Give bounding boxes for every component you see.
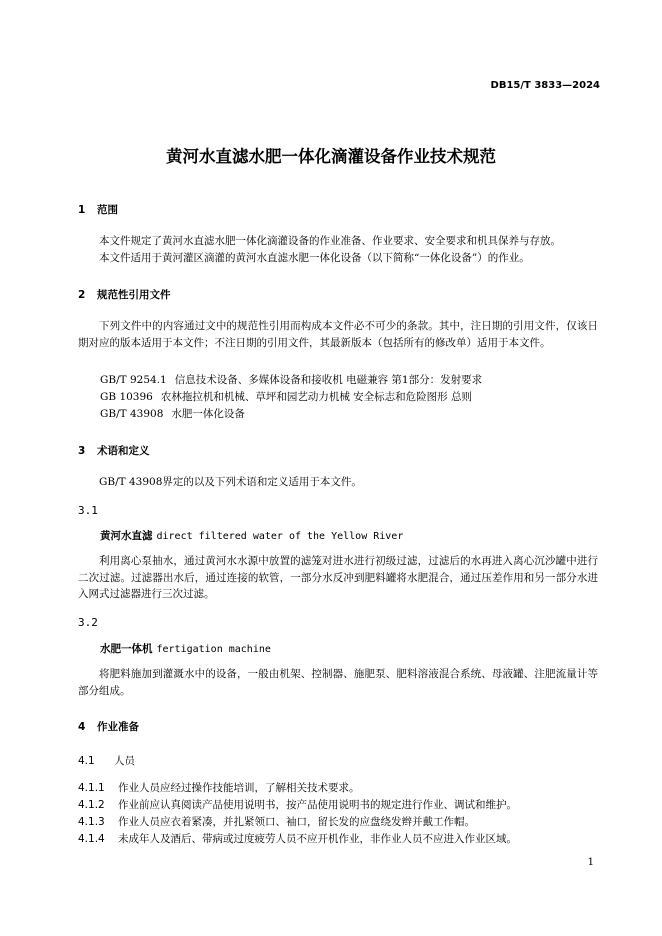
clause-text: 作业人员应衣着紧凑，并扎紧领口、袖口，留长发的应盘绕发辫并戴工作帽。: [118, 816, 475, 828]
clause: [78, 780, 360, 795]
subsection-title: 人员: [114, 755, 135, 767]
reference-code: GB/T 43908: [100, 408, 164, 420]
reference-code: GB/T 9254.1: [100, 374, 167, 386]
clause-number: 4.1.1: [78, 782, 105, 794]
paragraph: 下列文件中的内容通过文中的规范性引用而构成本文件必不可少的条款。其中，注日期的引用文件，仅该日期对应的版本适用于本文件；不注日期的引用文件，其最新版本（包括所有的修改单）适用于本文件。: [78, 320, 598, 349]
clause-number: 4.1.3: [78, 816, 105, 828]
term-chinese: 黄河水直滤: [100, 530, 153, 542]
clause-text: 未成年人及酒后、带病或过度疲劳人员不应开机作业，非作业人员不应进入作业区域。: [118, 833, 517, 845]
page-title: 黄河水直滤水肥一体化滴灌设备作业技术规范: [166, 147, 496, 166]
reference-item: [100, 406, 245, 421]
clause: [78, 814, 475, 829]
clause-text: 作业人员应经过操作技能培训，了解相关技术要求。: [118, 782, 360, 794]
page-number: 1: [587, 857, 594, 868]
clause: [78, 797, 517, 812]
term-english: fertigation machine: [156, 644, 271, 655]
reference-item: [100, 389, 472, 404]
clause-number: 4.1.2: [78, 799, 105, 811]
paragraph: 本文件规定了黄河水直滤水肥一体化滴灌设备的作业准备、作业要求、安全要求和机具保养与存放。: [99, 235, 561, 247]
term-number: 3.2: [78, 616, 98, 629]
reference-code: GB 10396: [100, 391, 153, 403]
subsection-number: 4.1: [78, 755, 95, 767]
reference-title: 信息技术设备、多媒体设备和接收机 电磁兼容 第1部分：发射要求: [174, 374, 483, 386]
section-number: 3: [78, 445, 86, 457]
reference-title: 农林拖拉机和机械、草坪和园艺动力机械 安全标志和危险图形 总则: [160, 391, 473, 403]
reference-item: [100, 372, 482, 387]
term-definition: 将肥料施加到灌溉水中的设备，一般由机架、控制器、施肥泵、肥料溶液混合系统、母液罐、注肥流量计等部分组成。: [78, 668, 598, 697]
section-4-heading: [78, 719, 139, 734]
clause: [78, 831, 517, 846]
reference-title: 水肥一体化设备: [171, 408, 245, 420]
section-title: 范围: [97, 204, 118, 216]
section-title: 规范性引用文件: [97, 289, 171, 301]
doc-code: DB15/T 3833—2024: [490, 80, 600, 91]
section-number: 2: [78, 289, 86, 301]
section-1-heading: [78, 202, 118, 217]
section-number: 4: [78, 721, 86, 733]
term-entry: [100, 528, 403, 543]
section-title: 作业准备: [97, 721, 139, 733]
term-english: direct filtered water of the Yellow River: [156, 531, 404, 542]
clause-number: 4.1.4: [78, 833, 105, 845]
term-definition: 利用离心泵抽水，通过黄河水水源中放置的滤笼对进水进行初级过滤，过滤后的水再进入离心沉沙罐中进行二次过滤。过滤器出水后，通过连接的软管，一部分水反冲到肥料罐将水肥混合，通过压差作用和另一部分水进入网式过滤器进行三次过滤。: [78, 555, 598, 600]
section-title: 术语和定义: [97, 445, 150, 457]
term-number: 3.1: [78, 504, 98, 517]
section-2-heading: [78, 287, 171, 302]
paragraph: GB/T 43908界定的以及下列术语和定义适用于本文件。: [99, 476, 362, 488]
subsection-heading: [78, 753, 135, 768]
paragraph: 本文件适用于黄河灌区滴灌的黄河水直滤水肥一体化设备（以下简称“一体化设备”）的作业。: [99, 252, 530, 264]
section-3-heading: [78, 443, 150, 458]
term-chinese: 水肥一体机: [100, 643, 153, 655]
clause-text: 作业前应认真阅读产品使用说明书，按产品使用说明书的规定进行作业、调试和维护。: [118, 799, 517, 811]
term-entry: [100, 641, 271, 656]
section-number: 1: [78, 204, 86, 216]
